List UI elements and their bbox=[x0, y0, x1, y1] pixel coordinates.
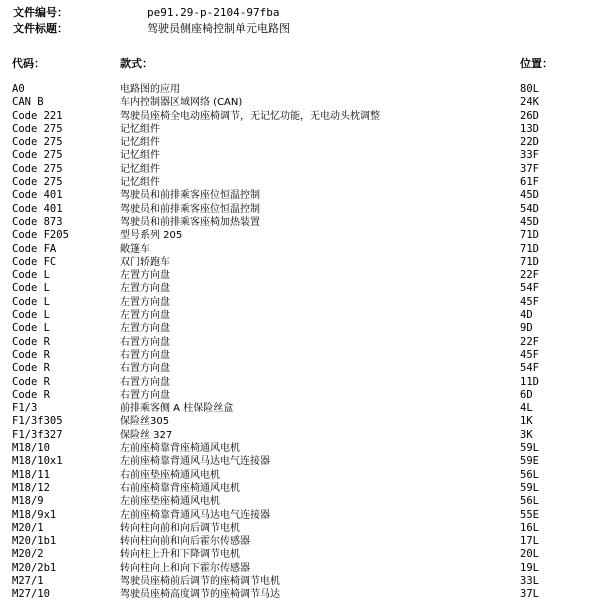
row-description: 左前座椅靠背通风马达电气连接器 bbox=[120, 509, 270, 521]
row-location: 45D bbox=[520, 189, 539, 202]
table-row bbox=[0, 562, 601, 575]
row-description: 驾驶员座椅全电动座椅调节，无记忆功能，无电动头枕调整 bbox=[120, 110, 380, 122]
row-description: 左前座垫座椅通风电机 bbox=[120, 496, 220, 508]
table-row bbox=[0, 349, 601, 362]
row-location: 33F bbox=[520, 149, 539, 162]
table-row bbox=[0, 256, 601, 269]
row-description: 转向柱向前和向后调节电机 bbox=[120, 522, 240, 534]
row-code: Code 221 bbox=[12, 109, 63, 122]
table-row bbox=[0, 269, 601, 282]
row-code: Code 275 bbox=[12, 162, 63, 175]
table-row bbox=[0, 136, 601, 149]
row-description: 左置方向盘 bbox=[120, 323, 170, 335]
row-code: M18/11 bbox=[12, 468, 50, 481]
table-row bbox=[0, 469, 601, 482]
doc-title-label: 文件标题： bbox=[13, 22, 68, 35]
table-row bbox=[0, 243, 601, 256]
table-row bbox=[0, 588, 601, 601]
row-code: Code 275 bbox=[12, 136, 63, 149]
table-row bbox=[0, 402, 601, 415]
row-description: 记忆组件 bbox=[120, 150, 160, 162]
row-code: Code F205 bbox=[12, 229, 69, 242]
row-code: Code FA bbox=[12, 242, 57, 255]
table-row bbox=[0, 309, 601, 322]
table-row bbox=[0, 282, 601, 295]
row-code: Code 873 bbox=[12, 215, 63, 228]
row-location: 56L bbox=[520, 468, 539, 481]
row-code: Code L bbox=[12, 295, 50, 308]
doc-title-value: 驾驶员侧座椅控制单元电路图 bbox=[147, 22, 290, 35]
row-location: 80L bbox=[520, 83, 539, 95]
row-location: 33L bbox=[520, 574, 539, 587]
row-code: M18/12 bbox=[12, 481, 50, 494]
table-row bbox=[0, 176, 601, 189]
row-location: 59L bbox=[520, 442, 539, 455]
table-row bbox=[0, 83, 601, 96]
row-code: A0 bbox=[12, 83, 25, 95]
table-row bbox=[0, 455, 601, 468]
row-description: 左前座椅靠背座椅通风电机 bbox=[120, 443, 240, 455]
table-row bbox=[0, 522, 601, 535]
row-location: 3K bbox=[520, 428, 533, 441]
row-code: Code 401 bbox=[12, 202, 63, 215]
row-code: F1/3f305 bbox=[12, 415, 63, 428]
row-description: 驾驶员座椅高度调节的座椅调节马达 bbox=[120, 589, 280, 601]
table-row bbox=[0, 495, 601, 508]
row-description: 保险丝305 bbox=[120, 416, 170, 428]
row-description: 型号系列 205 bbox=[120, 230, 183, 242]
table-row bbox=[0, 229, 601, 242]
table-row bbox=[0, 96, 601, 109]
row-description: 右置方向盘 bbox=[120, 389, 170, 401]
table-row bbox=[0, 376, 601, 389]
row-code: M18/10x1 bbox=[12, 455, 63, 468]
doc-number-label: 文件编号： bbox=[13, 6, 68, 19]
row-code: Code L bbox=[12, 269, 50, 282]
row-code: F1/3 bbox=[12, 402, 38, 415]
row-description: 记忆组件 bbox=[120, 163, 160, 175]
row-location: 54D bbox=[520, 202, 539, 215]
row-description: 转向柱向前和向后霍尔传感器 bbox=[120, 536, 250, 548]
row-description: 右置方向盘 bbox=[120, 363, 170, 375]
row-description: 左前座椅靠背通风马达电气连接器 bbox=[120, 456, 270, 468]
row-description: 右置方向盘 bbox=[120, 376, 170, 388]
row-description: 左置方向盘 bbox=[120, 310, 170, 322]
doc-number-value: pe91.29-p-2104-97fba bbox=[147, 6, 280, 19]
table-row bbox=[0, 123, 601, 136]
row-code: Code 275 bbox=[12, 149, 63, 162]
table-row bbox=[0, 575, 601, 588]
row-description: 右前座椅靠背座椅通风电机 bbox=[120, 482, 240, 494]
row-location: 26D bbox=[520, 109, 539, 122]
row-location: 4D bbox=[520, 309, 533, 322]
row-location: 22F bbox=[520, 335, 539, 348]
row-description: 电路图的应用 bbox=[120, 84, 180, 95]
row-location: 19L bbox=[520, 561, 539, 574]
row-location: 20L bbox=[520, 548, 539, 561]
row-location: 9D bbox=[520, 322, 533, 335]
row-code: M20/2 bbox=[12, 548, 44, 561]
row-location: 4L bbox=[520, 402, 533, 415]
row-location: 54F bbox=[520, 282, 539, 295]
row-description: 左置方向盘 bbox=[120, 296, 170, 308]
table-row bbox=[0, 189, 601, 202]
row-code: Code FC bbox=[12, 255, 57, 268]
row-description: 右置方向盘 bbox=[120, 336, 170, 348]
row-location: 71D bbox=[520, 255, 539, 268]
row-code: Code R bbox=[12, 335, 50, 348]
table-row bbox=[0, 149, 601, 162]
row-location: 45F bbox=[520, 348, 539, 361]
table-row bbox=[0, 429, 601, 442]
row-description: 记忆组件 bbox=[120, 137, 160, 149]
table-row bbox=[0, 482, 601, 495]
table-row bbox=[0, 535, 601, 548]
row-location: 71D bbox=[520, 242, 539, 255]
row-location: 61F bbox=[520, 176, 539, 189]
row-location: 22D bbox=[520, 136, 539, 149]
row-code: Code L bbox=[12, 282, 50, 295]
table-row bbox=[0, 336, 601, 349]
row-location: 56L bbox=[520, 495, 539, 508]
row-location: 45F bbox=[520, 295, 539, 308]
row-description: 驾驶员座椅前后调节的座椅调节电机 bbox=[120, 575, 280, 587]
row-description: 双门轿跑车 bbox=[120, 256, 170, 268]
row-code: Code 401 bbox=[12, 189, 63, 202]
row-location: 59E bbox=[520, 455, 539, 468]
table-row bbox=[0, 296, 601, 309]
row-code: M27/1 bbox=[12, 574, 44, 587]
table-row bbox=[0, 548, 601, 561]
row-description: 驾驶员和前排乘客座位恒温控制 bbox=[120, 190, 260, 202]
table-row bbox=[0, 415, 601, 428]
row-code: F1/3f327 bbox=[12, 428, 63, 441]
row-location: 17L bbox=[520, 535, 539, 548]
row-description: 左置方向盘 bbox=[120, 270, 170, 282]
row-description: 驾驶员和前排乘客座位恒温控制 bbox=[120, 203, 260, 215]
table-row bbox=[0, 389, 601, 402]
row-description: 记忆组件 bbox=[120, 123, 160, 135]
row-code: Code R bbox=[12, 388, 50, 401]
row-location: 45D bbox=[520, 215, 539, 228]
row-location: 11D bbox=[520, 375, 539, 388]
row-code: Code R bbox=[12, 348, 50, 361]
row-description: 左置方向盘 bbox=[120, 283, 170, 295]
table-row bbox=[0, 442, 601, 455]
row-description: 转向柱向上和向下霍尔传感器 bbox=[120, 562, 250, 574]
row-code: Code L bbox=[12, 322, 50, 335]
row-location: 22F bbox=[520, 269, 539, 282]
row-location: 16L bbox=[520, 521, 539, 534]
column-header-code: 代码： bbox=[12, 57, 45, 70]
row-description: 右置方向盘 bbox=[120, 349, 170, 361]
row-location: 71D bbox=[520, 229, 539, 242]
row-location: 13D bbox=[520, 122, 539, 135]
row-code: M20/2b1 bbox=[12, 561, 57, 574]
table-row bbox=[0, 322, 601, 335]
row-code: M27/10 bbox=[12, 588, 50, 601]
row-code: Code R bbox=[12, 362, 50, 375]
row-code: Code L bbox=[12, 309, 50, 322]
legend-table bbox=[0, 83, 601, 602]
row-location: 55E bbox=[520, 508, 539, 521]
column-header-description: 款式： bbox=[120, 57, 153, 70]
row-description: 记忆组件 bbox=[120, 177, 160, 189]
table-row bbox=[0, 203, 601, 216]
row-location: 1K bbox=[520, 415, 533, 428]
row-code: M20/1b1 bbox=[12, 535, 57, 548]
row-description: 前排乘客侧 A 柱保险丝盒 bbox=[120, 403, 234, 415]
row-location: 37L bbox=[520, 588, 539, 601]
row-code: M18/10 bbox=[12, 442, 50, 455]
row-description: 保险丝 327 bbox=[120, 429, 173, 441]
row-location: 37F bbox=[520, 162, 539, 175]
row-location: 59L bbox=[520, 481, 539, 494]
row-location: 24K bbox=[520, 96, 539, 109]
row-location: 6D bbox=[520, 388, 533, 401]
row-code: M20/1 bbox=[12, 521, 44, 534]
row-description: 转向柱上升和下降调节电机 bbox=[120, 549, 240, 561]
row-location: 54F bbox=[520, 362, 539, 375]
table-row bbox=[0, 163, 601, 176]
row-description: 右前座垫座椅通风电机 bbox=[120, 469, 220, 481]
row-description: 敞篷车 bbox=[120, 243, 150, 255]
row-code: Code 275 bbox=[12, 122, 63, 135]
row-code: M18/9x1 bbox=[12, 508, 57, 521]
table-row bbox=[0, 216, 601, 229]
row-description: 车内控制器区域网络 (CAN) bbox=[120, 97, 243, 109]
column-header-location: 位置： bbox=[520, 57, 553, 70]
table-row bbox=[0, 110, 601, 123]
row-code: CAN B bbox=[12, 96, 44, 109]
row-code: M18/9 bbox=[12, 495, 44, 508]
table-row bbox=[0, 509, 601, 522]
table-row bbox=[0, 362, 601, 375]
row-code: Code R bbox=[12, 375, 50, 388]
row-description: 驾驶员和前排乘客座椅加热装置 bbox=[120, 216, 260, 228]
row-code: Code 275 bbox=[12, 176, 63, 189]
